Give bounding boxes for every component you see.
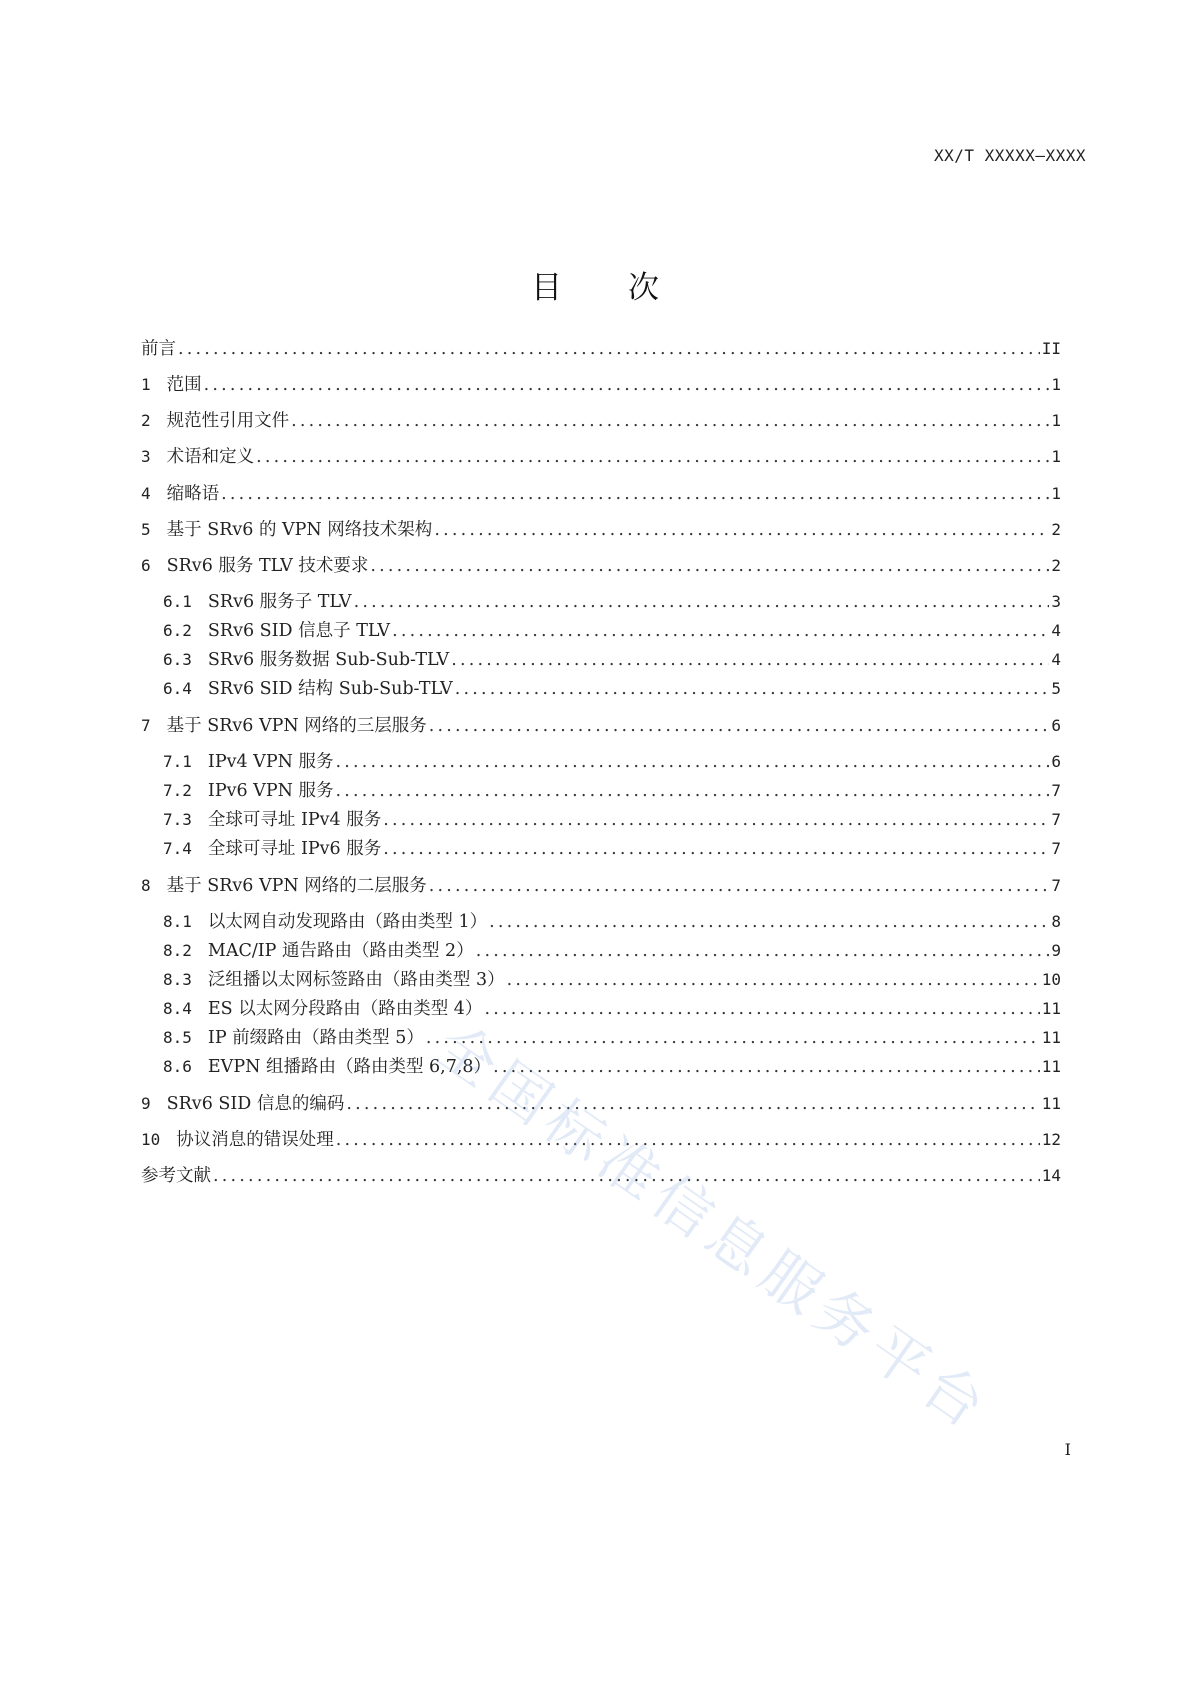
- toc-entry-4[interactable]: [141, 482, 1061, 506]
- toc-entry-number: 4: [141, 484, 151, 503]
- toc-entry-page: 2: [1051, 520, 1061, 539]
- toc-leader-dots: [336, 1128, 1040, 1152]
- toc-entry-label: 基于 SRv6 VPN 网络的三层服务: [166, 716, 427, 736]
- toc-entry-label: 协议消息的错误处理: [176, 1130, 334, 1150]
- toc-entry-foreword[interactable]: [141, 337, 1061, 361]
- toc-entry-number: 7.3: [163, 810, 192, 829]
- toc-entry-label: ES 以太网分段路由（路由类型 4）: [207, 999, 483, 1019]
- toc-leader-dots: [484, 997, 1039, 1021]
- toc-entry-page: 4: [1051, 650, 1061, 669]
- toc-leader-dots: [507, 968, 1040, 992]
- toc-entry-page: 12: [1041, 1130, 1061, 1149]
- toc-entry-8-1[interactable]: [163, 910, 1061, 934]
- toc-entry-label: SRv6 SID 信息子 TLV: [207, 621, 391, 641]
- toc-entry-page: 6: [1051, 752, 1061, 771]
- toc-entry-8-3[interactable]: [163, 968, 1061, 992]
- toc-entry-page: 1: [1051, 447, 1061, 466]
- toc-entry-7-1[interactable]: [163, 750, 1061, 774]
- toc-entry-label: 参考文献: [141, 1166, 211, 1186]
- toc-leader-dots: [346, 1092, 1039, 1116]
- toc-entry-number: 9: [141, 1094, 151, 1113]
- toc-entry-label: MAC/IP 通告路由（路由类型 2）: [207, 941, 474, 961]
- toc-entry-number: 8.4: [163, 999, 192, 1018]
- watermark: 全国标准信息服务平台: [423, 1010, 1004, 1445]
- toc-entry-number: 10: [141, 1130, 161, 1149]
- toc-entry-number: 6: [141, 556, 151, 575]
- toc-entry-3[interactable]: [141, 445, 1061, 469]
- toc-leader-dots: [383, 837, 1049, 861]
- toc-entry-label: IP 前缀路由（路由类型 5）: [207, 1028, 424, 1048]
- toc-leader-dots: [291, 409, 1049, 433]
- toc-entry-label: SRv6 SID 结构 Sub-Sub-TLV: [207, 679, 453, 699]
- toc-entry-number: 1: [141, 375, 151, 394]
- toc-leader-dots: [489, 910, 1049, 934]
- toc-leader-dots: [204, 373, 1050, 397]
- toc-entry-7-2[interactable]: [163, 779, 1061, 803]
- toc-entry-8[interactable]: [141, 874, 1061, 898]
- toc-entry-number: 6.1: [163, 592, 192, 611]
- toc-entry-page: 7: [1051, 876, 1061, 895]
- toc-entry-number: 8.6: [163, 1057, 192, 1076]
- toc-entry-number: 5: [141, 520, 151, 539]
- toc-entry-number: 7.4: [163, 839, 192, 858]
- toc-leader-dots: [354, 590, 1050, 614]
- toc-entry-number: 7: [141, 716, 151, 735]
- toc-entry-number: 7.2: [163, 781, 192, 800]
- toc-entry-label: 基于 SRv6 VPN 网络的二层服务: [166, 876, 427, 896]
- toc-entry-number: 6.2: [163, 621, 192, 640]
- toc-entry-page: 6: [1051, 716, 1061, 735]
- toc-entry-page: 10: [1041, 970, 1061, 989]
- toc-leader-dots: [429, 874, 1050, 898]
- toc-entry-label: SRv6 SID 信息的编码: [166, 1094, 345, 1114]
- toc-entry-page: 2: [1051, 556, 1061, 575]
- toc-entry-label: 规范性引用文件: [166, 411, 290, 431]
- toc-entry-number: 8.1: [163, 912, 192, 931]
- toc-entry-number: 3: [141, 447, 151, 466]
- toc-entry-label: IPv4 VPN 服务: [207, 752, 334, 772]
- toc-entry-number: 8: [141, 876, 151, 895]
- toc-entry-page: 14: [1041, 1166, 1061, 1185]
- toc-entry-label: 术语和定义: [166, 447, 255, 467]
- toc-entry-page: 11: [1041, 1028, 1061, 1047]
- toc-title: 目次: [531, 270, 725, 306]
- toc-leader-dots: [335, 779, 1049, 803]
- toc-entry-6[interactable]: [141, 554, 1061, 578]
- toc-leader-dots: [370, 554, 1049, 578]
- page-number: I: [1064, 1440, 1071, 1459]
- toc-leader-dots: [493, 1055, 1040, 1079]
- toc-entry-number: 6.4: [163, 679, 192, 698]
- toc-entry-label: 范围: [166, 375, 202, 395]
- toc-entry-label: SRv6 服务子 TLV: [207, 592, 352, 612]
- toc-entry-label: SRv6 服务数据 Sub-Sub-TLV: [207, 650, 450, 670]
- toc-entry-label: SRv6 服务 TLV 技术要求: [166, 556, 369, 576]
- toc-entry-label: 泛组播以太网标签路由（路由类型 3）: [207, 970, 505, 990]
- toc-leader-dots: [429, 714, 1050, 738]
- toc-entry-8-5[interactable]: [163, 1026, 1061, 1050]
- toc-entry-label: 前言: [141, 339, 176, 359]
- toc-leader-dots: [455, 677, 1050, 701]
- toc-entry-label: 以太网自动发现路由（路由类型 1）: [207, 912, 488, 932]
- toc-entry-page: 11: [1041, 1057, 1061, 1076]
- toc-leader-dots: [434, 518, 1049, 542]
- toc-entry-8-4[interactable]: [163, 997, 1061, 1021]
- toc-entry-label: 全球可寻址 IPv6 服务: [207, 839, 382, 859]
- toc-entry-page: 11: [1041, 999, 1061, 1018]
- toc-entry-page: 1: [1051, 484, 1061, 503]
- toc-entry-page: 1: [1051, 411, 1061, 430]
- toc-leader-dots: [383, 808, 1049, 832]
- toc-entry-label: 缩略语: [166, 484, 220, 504]
- toc-leader-dots: [392, 619, 1049, 643]
- toc-leader-dots: [476, 939, 1050, 963]
- toc-entry-label: IPv6 VPN 服务: [207, 781, 334, 801]
- toc-entry-bibliography[interactable]: [141, 1164, 1061, 1188]
- toc-entry-number: 8.5: [163, 1028, 192, 1047]
- toc-entry-6-2[interactable]: [163, 619, 1061, 643]
- toc-leader-dots: [335, 750, 1049, 774]
- toc-entry-6-1[interactable]: [163, 590, 1061, 614]
- toc-entry-8-6[interactable]: [163, 1055, 1061, 1079]
- toc-entry-7-4[interactable]: [163, 837, 1061, 861]
- toc-entry-number: 8.3: [163, 970, 192, 989]
- toc-leader-dots: [426, 1026, 1040, 1050]
- toc-entry-label: 全球可寻址 IPv4 服务: [207, 810, 382, 830]
- toc-entry-page: 7: [1051, 839, 1061, 858]
- toc-entry-label: 基于 SRv6 的 VPN 网络技术架构: [166, 520, 433, 540]
- toc-entry-9[interactable]: [141, 1092, 1061, 1116]
- toc-entry-page: 1: [1051, 375, 1061, 394]
- toc-entry-page: 11: [1041, 1094, 1061, 1113]
- toc-entry-number: 6.3: [163, 650, 192, 669]
- toc-entry-8-2[interactable]: [163, 939, 1061, 963]
- toc-entry-7[interactable]: [141, 714, 1061, 738]
- toc-entry-page: II: [1041, 339, 1061, 358]
- toc-leader-dots: [213, 1164, 1040, 1188]
- toc-entry-page: 4: [1051, 621, 1061, 640]
- toc-entry-10[interactable]: [141, 1128, 1061, 1152]
- toc-entry-page: 5: [1051, 679, 1061, 698]
- toc-entry-page: 9: [1051, 941, 1061, 960]
- toc-entry-5[interactable]: [141, 518, 1061, 542]
- toc-entry-number: 7.1: [163, 752, 192, 771]
- toc-entry-number: 2: [141, 411, 151, 430]
- toc-entry-page: 7: [1051, 810, 1061, 829]
- toc-leader-dots: [256, 445, 1049, 469]
- toc-leader-dots: [221, 482, 1049, 506]
- toc-entry-page: 7: [1051, 781, 1061, 800]
- toc-entry-page: 3: [1051, 592, 1061, 611]
- toc-entry-7-3[interactable]: [163, 808, 1061, 832]
- toc-entry-6-4[interactable]: [163, 677, 1061, 701]
- toc-leader-dots: [451, 648, 1049, 672]
- toc-entry-number: 8.2: [163, 941, 192, 960]
- toc-leader-dots: [178, 337, 1040, 361]
- document-code: XX/T XXXXX—XXXX: [934, 146, 1086, 165]
- toc-entry-2[interactable]: [141, 409, 1061, 433]
- toc-entry-label: EVPN 组播路由（路由类型 6,7,8）: [207, 1057, 492, 1077]
- toc-entry-page: 8: [1051, 912, 1061, 931]
- toc-entry-6-3[interactable]: [163, 648, 1061, 672]
- toc-entry-1[interactable]: [141, 373, 1061, 397]
